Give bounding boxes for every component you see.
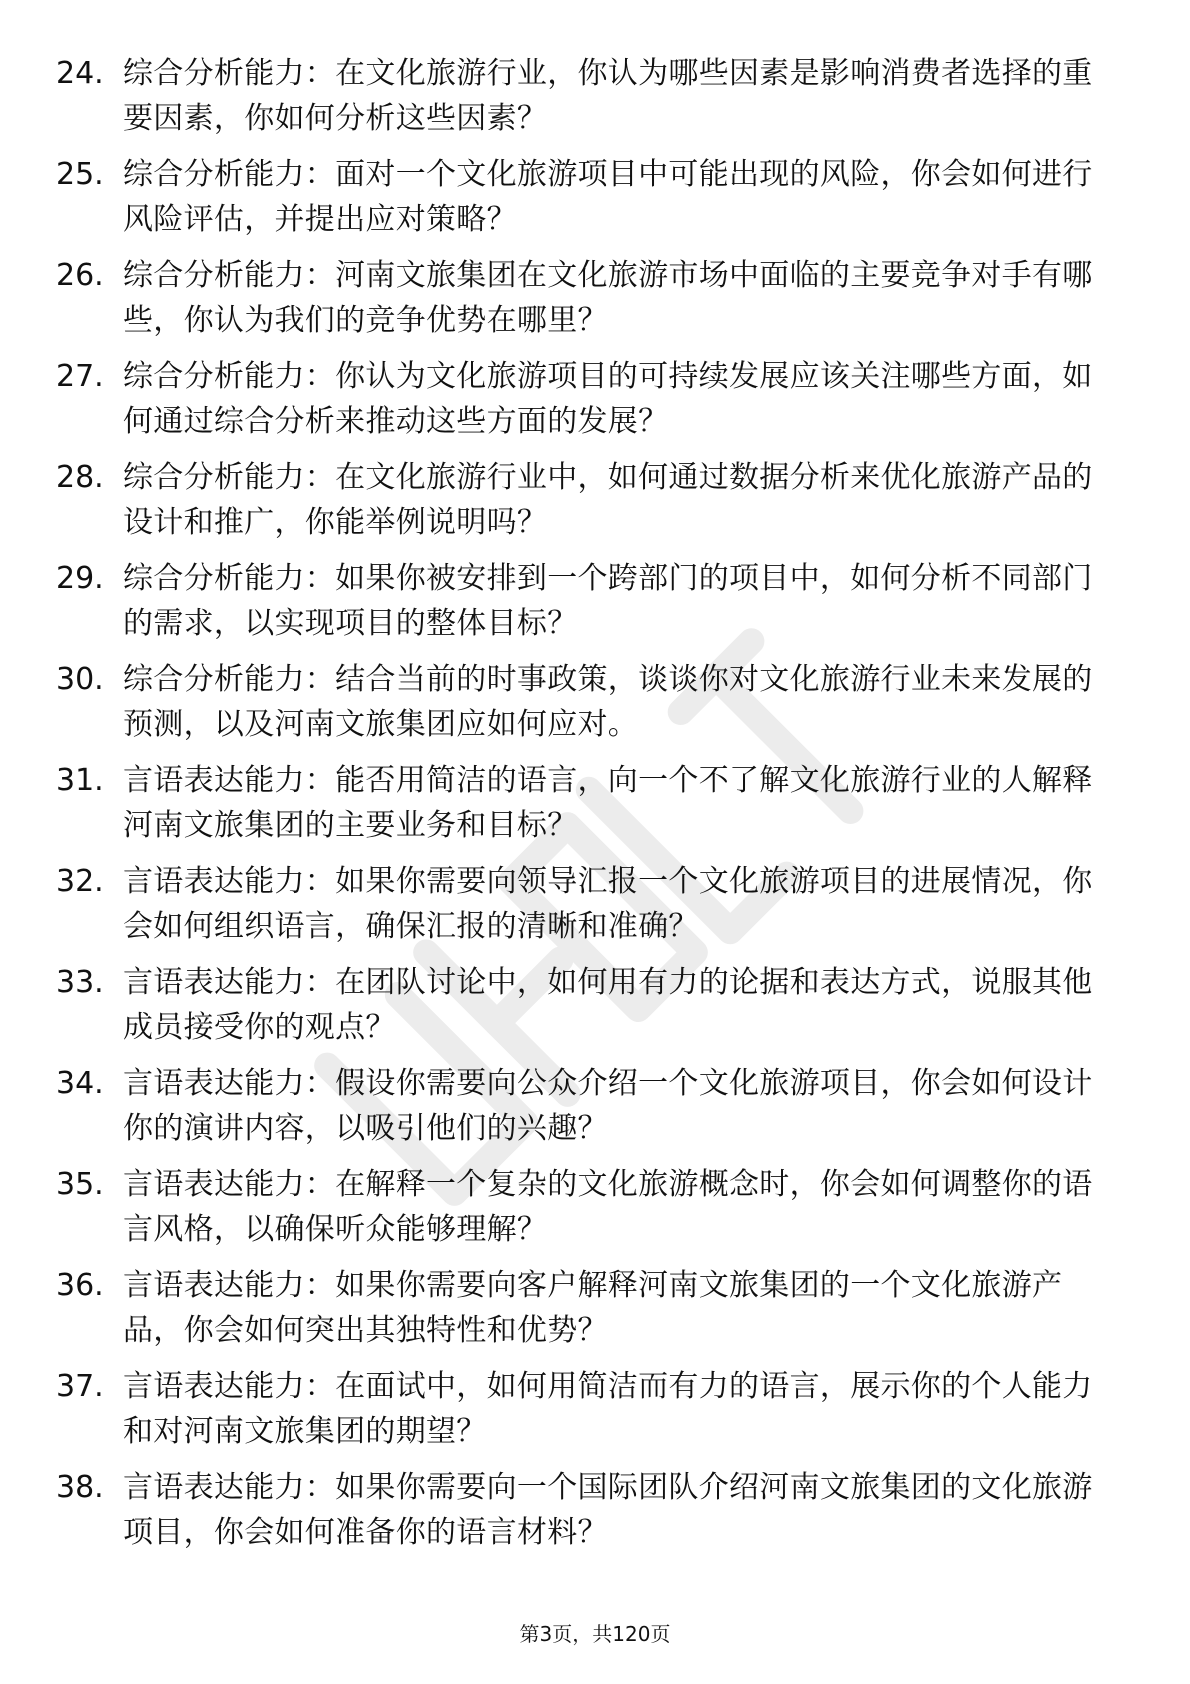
question-item bbox=[56, 759, 1116, 860]
question-text: 言语表达能力：如果你需要向一个国际团队介绍河南文旅集团的文化旅游项目，你会如何准备你的语言材料？ bbox=[123, 1470, 1093, 1550]
question-item bbox=[56, 1365, 1116, 1466]
question-number: 32. bbox=[56, 864, 104, 899]
question-number: 30. bbox=[56, 662, 104, 697]
question-text: 综合分析能力：河南文旅集团在文化旅游市场中面临的主要竞争对手有哪些，你认为我们的竞争优势在哪里？ bbox=[123, 258, 1093, 338]
question-number: 27. bbox=[56, 359, 104, 394]
question-text: 言语表达能力：如果你需要向客户解释河南文旅集团的一个文化旅游产品，你会如何突出其独特性和优势？ bbox=[123, 1268, 1063, 1348]
question-number: 38. bbox=[56, 1470, 104, 1505]
question-item bbox=[56, 557, 1116, 658]
question-number: 34. bbox=[56, 1066, 104, 1101]
question-item bbox=[56, 254, 1116, 355]
page-number-label: 第3页，共120页 bbox=[519, 1622, 671, 1646]
question-text: 综合分析能力：如果你被安排到一个跨部门的项目中，如何分析不同部门的需求，以实现项目的整体目标？ bbox=[123, 561, 1093, 641]
question-item bbox=[56, 1264, 1116, 1365]
question-text: 综合分析能力：结合当前的时事政策，谈谈你对文化旅游行业未来发展的预测，以及河南文旅集团应如何应对。 bbox=[123, 662, 1093, 742]
question-item bbox=[56, 456, 1116, 557]
question-number: 28. bbox=[56, 460, 104, 495]
question-list bbox=[56, 52, 1116, 1567]
question-text: 综合分析能力：在文化旅游行业，你认为哪些因素是影响消费者选择的重要因素，你如何分析这些因素？ bbox=[123, 56, 1093, 136]
question-text: 言语表达能力：在团队讨论中，如何用有力的论据和表达方式，说服其他成员接受你的观点？ bbox=[123, 965, 1093, 1045]
question-text: 综合分析能力：面对一个文化旅游项目中可能出现的风险，你会如何进行风险评估，并提出应对策略？ bbox=[123, 157, 1093, 237]
question-number: 35. bbox=[56, 1167, 104, 1202]
question-text: 言语表达能力：如果你需要向领导汇报一个文化旅游项目的进展情况，你会如何组织语言，确保汇报的清晰和准确？ bbox=[123, 864, 1093, 944]
question-item bbox=[56, 1163, 1116, 1264]
question-number: 37. bbox=[56, 1369, 104, 1404]
question-item bbox=[56, 153, 1116, 254]
question-item bbox=[56, 1466, 1116, 1567]
question-number: 25. bbox=[56, 157, 104, 192]
question-number: 29. bbox=[56, 561, 104, 596]
question-text: 言语表达能力：在面试中，如何用简洁而有力的语言，展示你的个人能力和对河南文旅集团的期望？ bbox=[123, 1369, 1093, 1449]
page-footer bbox=[0, 1622, 1190, 1646]
question-text: 言语表达能力：假设你需要向公众介绍一个文化旅游项目，你会如何设计你的演讲内容，以吸引他们的兴趣？ bbox=[123, 1066, 1093, 1146]
question-number: 36. bbox=[56, 1268, 104, 1303]
question-item bbox=[56, 52, 1116, 153]
question-text: 言语表达能力：能否用简洁的语言，向一个不了解文化旅游行业的人解释河南文旅集团的主要业务和目标？ bbox=[123, 763, 1093, 843]
question-item bbox=[56, 860, 1116, 961]
question-text: 综合分析能力：你认为文化旅游项目的可持续发展应该关注哪些方面，如何通过综合分析来推动这些方面的发展？ bbox=[123, 359, 1093, 439]
question-item bbox=[56, 1062, 1116, 1163]
question-number: 33. bbox=[56, 965, 104, 1000]
question-number: 31. bbox=[56, 763, 104, 798]
question-text: 言语表达能力：在解释一个复杂的文化旅游概念时，你会如何调整你的语言风格，以确保听众能够理解？ bbox=[123, 1167, 1093, 1247]
question-number: 26. bbox=[56, 258, 104, 293]
question-item bbox=[56, 658, 1116, 759]
question-text: 综合分析能力：在文化旅游行业中，如何通过数据分析来优化旅游产品的设计和推广，你能举例说明吗？ bbox=[123, 460, 1093, 540]
question-number: 24. bbox=[56, 56, 104, 91]
question-item bbox=[56, 355, 1116, 456]
question-item bbox=[56, 961, 1116, 1062]
